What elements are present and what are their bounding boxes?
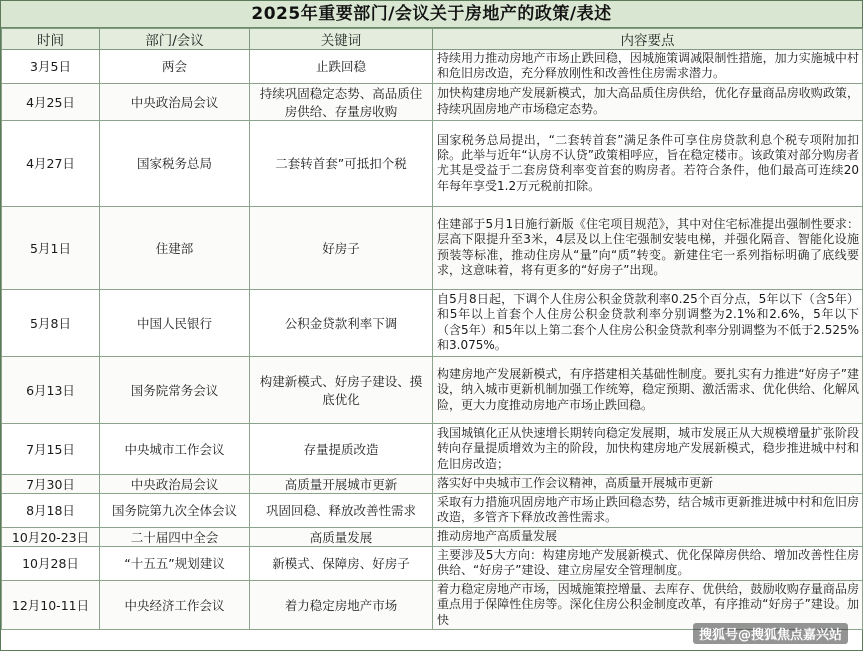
cell-content: 推动房地产高质量发展	[433, 527, 863, 546]
source-watermark: 搜狐号@搜狐焦点嘉兴站	[693, 623, 848, 644]
cell-date: 5月8日	[2, 289, 100, 356]
cell-dept: “十五五”规划建议	[100, 546, 250, 580]
cell-keyword: 高质量开展城市更新	[250, 474, 433, 493]
cell-keyword: 新模式、保障房、好房子	[250, 546, 433, 580]
table-row	[2, 493, 863, 527]
header-content: 内容要点	[433, 29, 863, 50]
table-row	[2, 50, 863, 84]
policy-table	[1, 28, 863, 630]
cell-dept: 二十届四中全会	[100, 527, 250, 546]
cell-dept: 国家税务总局	[100, 120, 250, 206]
cell-date: 7月15日	[2, 423, 100, 474]
cell-dept: 国务院常务会议	[100, 356, 250, 423]
cell-date: 12月10-11日	[2, 580, 100, 629]
cell-date: 6月13日	[2, 356, 100, 423]
cell-content: 自5月8日起，下调个人住房公积金贷款利率0.25个百分点，5年以下（含5年）和5年以上首套个人住房公积金贷款利率分别调整为2.1%和2.6%，5年以下（含5年）和5年以上第二套个人住房公积金贷款利率分别调整为不低于2.525%和3.075%。	[433, 289, 863, 356]
cell-content: 国家税务总局提出，“二套转首套”满足条件可享住房贷款利息个税专项附加扣除。此举与近年“认房不认贷”政策相呼应，旨在稳定楼市。该政策对部分购房者尤其是受益于二套房贷利率变首套的购房者。若符合条件，他们最高可连续20年每年享受1.2万元税前扣除。	[433, 120, 863, 206]
cell-keyword: 好房子	[250, 206, 433, 289]
cell-keyword: 巩固回稳、释放改善性需求	[250, 493, 433, 527]
cell-date: 10月20-23日	[2, 527, 100, 546]
table-row	[2, 474, 863, 493]
cell-dept: 中央城市工作会议	[100, 423, 250, 474]
header-row	[2, 29, 863, 50]
cell-dept: 中央政治局会议	[100, 474, 250, 493]
cell-content: 构建房地产发展新模式，有序搭建相关基础性制度。要扎实有力推进“好房子”建设，纳入城市更新机制加强工作统筹，稳定预期、激活需求、优化供给、化解风险，更大力度推动房地产市场止跌回稳。	[433, 356, 863, 423]
header-dept: 部门/会议	[100, 29, 250, 50]
cell-keyword: 高质量发展	[250, 527, 433, 546]
cell-keyword: 公积金贷款利率下调	[250, 289, 433, 356]
cell-date: 8月18日	[2, 493, 100, 527]
cell-content: 采取有力措施巩固房地产市场止跌回稳态势，结合城市更新推进城中村和危旧房改造，多管齐下释放改善性需求。	[433, 493, 863, 527]
cell-dept: 住建部	[100, 206, 250, 289]
cell-content: 落实好中央城市工作会议精神，高质量开展城市更新	[433, 474, 863, 493]
cell-content: 我国城镇化正从快速增长期转向稳定发展期，城市发展正从大规模增量扩张阶段转向存量提质增效为主的阶段，加快构建房地产发展新模式，稳步推进城中村和危旧房改造；	[433, 423, 863, 474]
table-row	[2, 423, 863, 474]
cell-date: 10月28日	[2, 546, 100, 580]
table-row	[2, 120, 863, 206]
table-title: 2025年重要部门/会议关于房地产的政策/表述	[1, 1, 862, 28]
cell-date: 4月27日	[2, 120, 100, 206]
table-row	[2, 527, 863, 546]
table-row	[2, 356, 863, 423]
header-date: 时间	[2, 29, 100, 50]
table-row	[2, 206, 863, 289]
cell-dept: 中国人民银行	[100, 289, 250, 356]
cell-content: 主要涉及5大方向：构建房地产发展新模式、优化保障房供给、增加改善性住房供给、“好房子”建设、建立房屋安全管理制度。	[433, 546, 863, 580]
cell-keyword: 存量提质改造	[250, 423, 433, 474]
cell-keyword: 构建新模式、好房子建设、摸底优化	[250, 356, 433, 423]
header-keyword: 关键词	[250, 29, 433, 50]
cell-content: 着力稳定房地产市场，因城施策控增量、去库存、优供给，鼓励收购存量商品房重点用于保障性住房等。深化住房公积金制度改革，有序推动“好房子”建设。加快	[433, 580, 863, 629]
cell-keyword: 持续巩固稳定态势、高品质住房供给、存量房收购	[250, 83, 433, 120]
cell-date: 4月25日	[2, 83, 100, 120]
cell-keyword: 着力稳定房地产市场	[250, 580, 433, 629]
table-row	[2, 546, 863, 580]
cell-date: 5月1日	[2, 206, 100, 289]
cell-dept: 国务院第九次全体会议	[100, 493, 250, 527]
cell-content: 持续用力推动房地产市场止跌回稳，因城施策调减限制性措施，加力实施城中村和危旧房改造，充分释放刚性和改善性住房需求潜力。	[433, 50, 863, 84]
cell-dept: 两会	[100, 50, 250, 84]
cell-dept: 中央经济工作会议	[100, 580, 250, 629]
cell-content: 加快构建房地产发展新模式，加大高品质住房供给，优化存量商品房收购政策，持续巩固房地产市场稳定态势。	[433, 83, 863, 120]
table-row	[2, 289, 863, 356]
cell-keyword: 止跌回稳	[250, 50, 433, 84]
cell-date: 3月5日	[2, 50, 100, 84]
cell-keyword: 二套转首套”可抵扣个税	[250, 120, 433, 206]
table-row	[2, 83, 863, 120]
cell-content: 住建部于5月1日施行新版《住宅项目规范》，其中对住宅标准提出强制性要求：层高下限提升至3米，4层及以上住宅强制安装电梯，并强化隔音、智能化设施预装等标准，推动住房从“量”向“质”转变。新建住宅一系列指标明确了底线要求，这意味着，将有更多的“好房子”出现。	[433, 206, 863, 289]
cell-dept: 中央政治局会议	[100, 83, 250, 120]
cell-date: 7月30日	[2, 474, 100, 493]
